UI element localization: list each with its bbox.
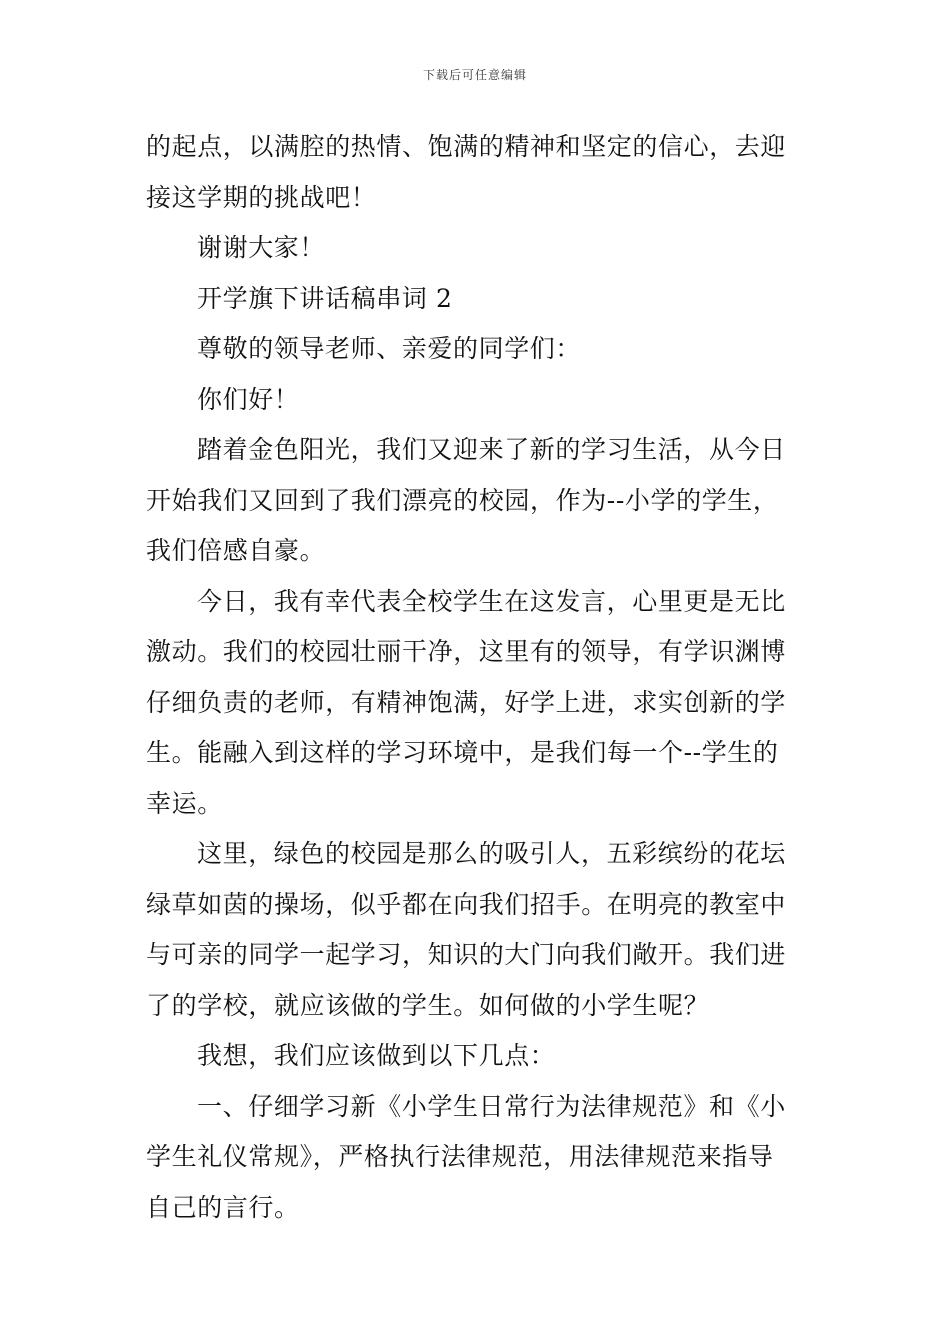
text-line: 学生礼仪常规》，严格执行法律规范，用法律规范来指导 [146, 1142, 774, 1171]
paragraph-start: 踏着金色阳光，我们又迎来了新的学习生活，从今日 [197, 435, 786, 464]
text-line: 了的学校，就应该做的学生。如何做的小学生呢？ [146, 990, 710, 1020]
text-line: 仔细负责的老师，有精神饱满，好学上进，求实创新的学 [146, 687, 787, 717]
salutation: 尊敬的领导老师、亲爱的同学们： [197, 334, 582, 363]
text-line: 幸运。 [146, 788, 223, 818]
paragraph-start: 这里，绿色的校园是那么的吸引人，五彩缤纷的花坛 [197, 839, 786, 868]
closing-thanks: 谢谢大家！ [197, 233, 326, 262]
text-line: 与可亲的同学一起学习，知识的大门向我们敞开。我们进 [146, 940, 787, 969]
text-line: 生。能融入到这样的学习环境中，是我们每一个--学生的 [146, 738, 779, 767]
document-body [146, 122, 814, 1233]
text-line: 开始我们又回到了我们漂亮的校园，作为--小学的学生， [146, 485, 779, 515]
text-line: 绿草如茵的操场，似乎都在向我们招手。在明亮的教室中 [146, 889, 787, 919]
text-line: 自己的言行。 [146, 1192, 300, 1222]
greeting: 你们好！ [197, 384, 300, 414]
paragraph-start: 今日，我有幸代表全校学生在这发言，心里更是无比 [197, 586, 786, 616]
text-line: 激动。我们的校园壮丽干净，这里有的领导，有学识渊博 [146, 637, 787, 666]
text-line: 接这学期的挑战吧！ [146, 182, 377, 212]
paragraph-start: 我想，我们应该做到以下几点： [197, 1041, 556, 1070]
text-line: 的起点，以满腔的热情、饱满的精神和坚定的信心，去迎 [146, 132, 787, 161]
paragraph-start: 一、仔细学习新《小学生日常行为法律规范》和《小 [197, 1091, 786, 1121]
header-note: 下载后可任意编辑 [422, 68, 527, 82]
text-line: 我们倍感自豪。 [146, 536, 326, 565]
section-title: 开学旗下讲话稿串词 2 [197, 283, 453, 313]
